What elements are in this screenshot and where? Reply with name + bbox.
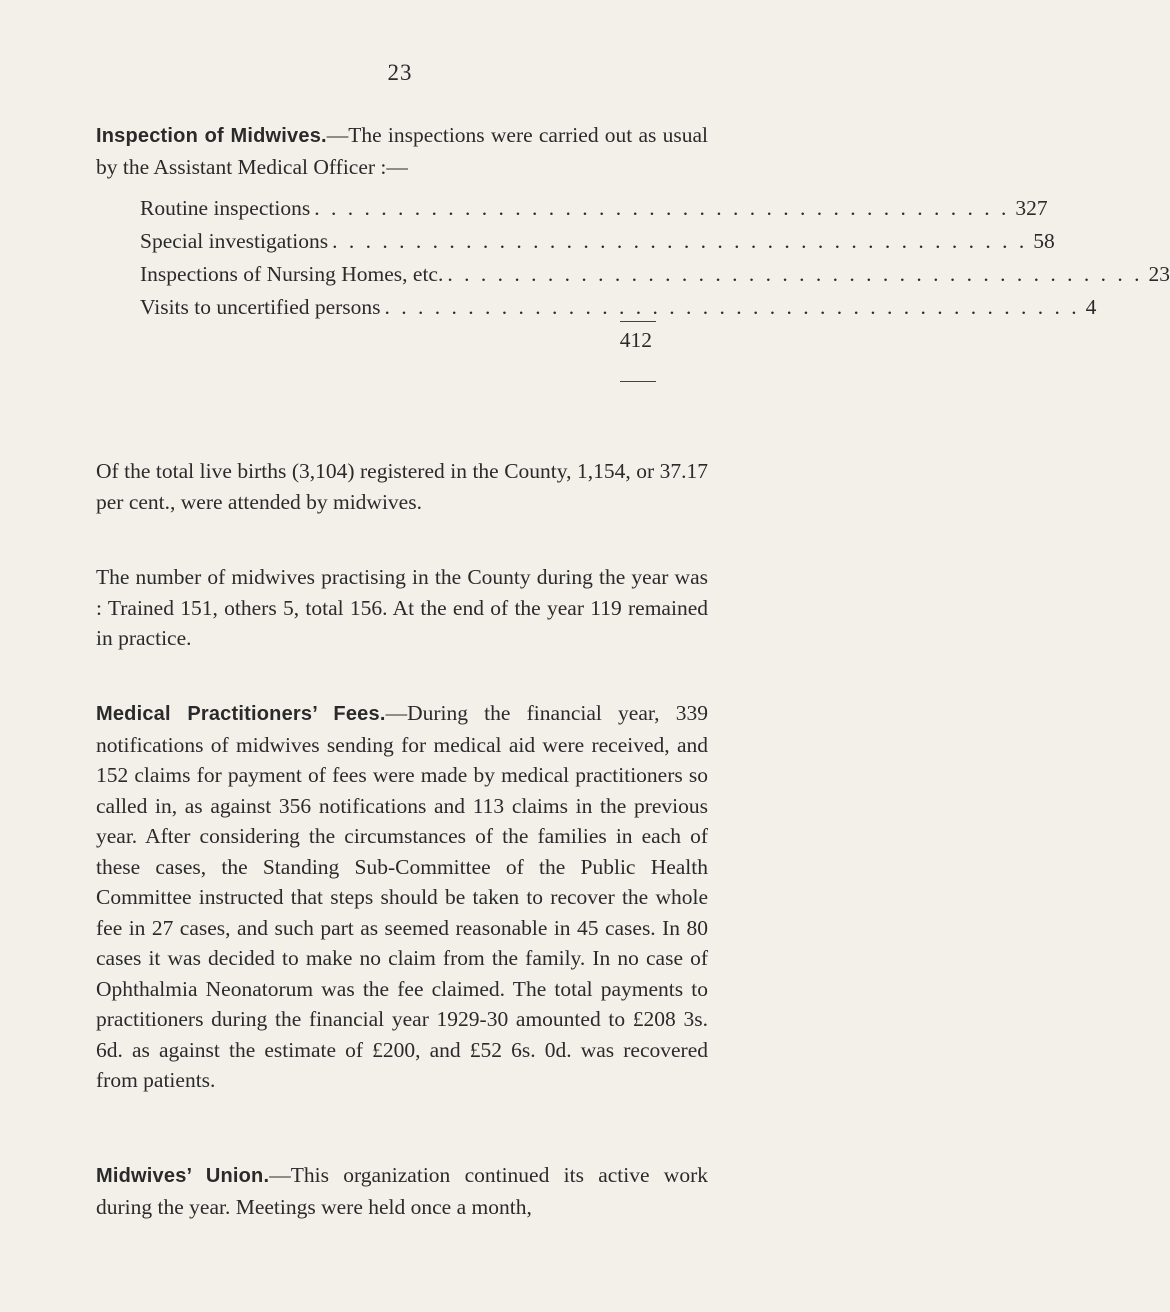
union-paragraph bbox=[96, 1160, 708, 1222]
item-value: 23 bbox=[1148, 262, 1170, 286]
item-value: 327 bbox=[1015, 196, 1048, 220]
item-value: 58 bbox=[1033, 229, 1055, 253]
item-label: Inspections of Nursing Homes, etc. bbox=[140, 262, 444, 286]
number-paragraph: The number of midwives practising in the County during the year was : Trained 151, others 5, total 156. At the end of the year 119 remained in practice. bbox=[96, 565, 708, 650]
inspection-paragraph bbox=[96, 120, 708, 182]
leader-dots: . . . . . . . . . . . . . . . . . . . . . . . . . . . . . . . . . . . . . . . . . . bbox=[314, 196, 1010, 220]
leader-dots: . . . . . . . . . . . . . . . . . . . . . . . . . . . . . . . . . . . . . . . . . . bbox=[332, 229, 1028, 253]
list-item bbox=[140, 262, 1170, 295]
fees-text: —During the financial year, 339 notifications of midwives sending for medical aid were received, and 152 claims for payment of fees were made by medical practitioners so called in, as against 356 notifications and 113 claims in the previous year. After considering the circumstances of the families in each of these cases, the Standing Sub-Committee of the Public Health Committee instructed that steps should be taken to recover the whole fee in 27 cases, and such part as seemed reasonable in 45 cases. In 80 cases it was decided to make no claim from the family. In no case of Ophthalmia Neonatorum was the fee claimed. The total payments to practitioners during the financial year 1929-30 amounted to £208 3s. 6d. as against the estimate of £200, and £52 6s. 0d. was recovered from patients. bbox=[96, 701, 708, 1092]
fees-heading: Medical Practitioners’ Fees. bbox=[96, 703, 386, 725]
list-item bbox=[140, 196, 1048, 229]
item-label: Visits to uncertified persons bbox=[140, 295, 381, 319]
inspection-list bbox=[140, 196, 1170, 328]
inspection-text: —The inspections were carried out as usual by the Assistant Medical Officer :— bbox=[96, 123, 709, 179]
births-paragraph: Of the total live births (3,104) registered in the County, 1,154, or 37.17 per cent., were attended by midwives. bbox=[96, 459, 708, 514]
leader-dots: . . . . . . . . . . . . . . . . . . . . . . . . . . . . . . . . . . . . . . . . . . bbox=[384, 295, 1080, 319]
fees-paragraph bbox=[96, 698, 708, 1096]
union-heading: Midwives’ Union. bbox=[96, 1165, 270, 1187]
list-item bbox=[140, 295, 1097, 328]
total-rule-bottom bbox=[620, 381, 656, 382]
union-text: —This organization continued its active work during the year. Meetings were held once a month, bbox=[96, 1163, 708, 1219]
list-item bbox=[140, 229, 1055, 262]
total-rule-top bbox=[620, 321, 656, 322]
item-label: Special investigations bbox=[140, 229, 329, 253]
total-value: 412 bbox=[619, 328, 652, 352]
item-label: Routine inspections bbox=[140, 196, 311, 220]
page-number: 23 bbox=[387, 60, 413, 85]
leader-dots: . . . . . . . . . . . . . . . . . . . . . . . . . . . . . . . . . . . . . . . . . . bbox=[447, 262, 1143, 286]
inspection-heading: Inspection of Midwives. bbox=[96, 125, 327, 147]
item-value: 4 bbox=[1085, 295, 1097, 319]
